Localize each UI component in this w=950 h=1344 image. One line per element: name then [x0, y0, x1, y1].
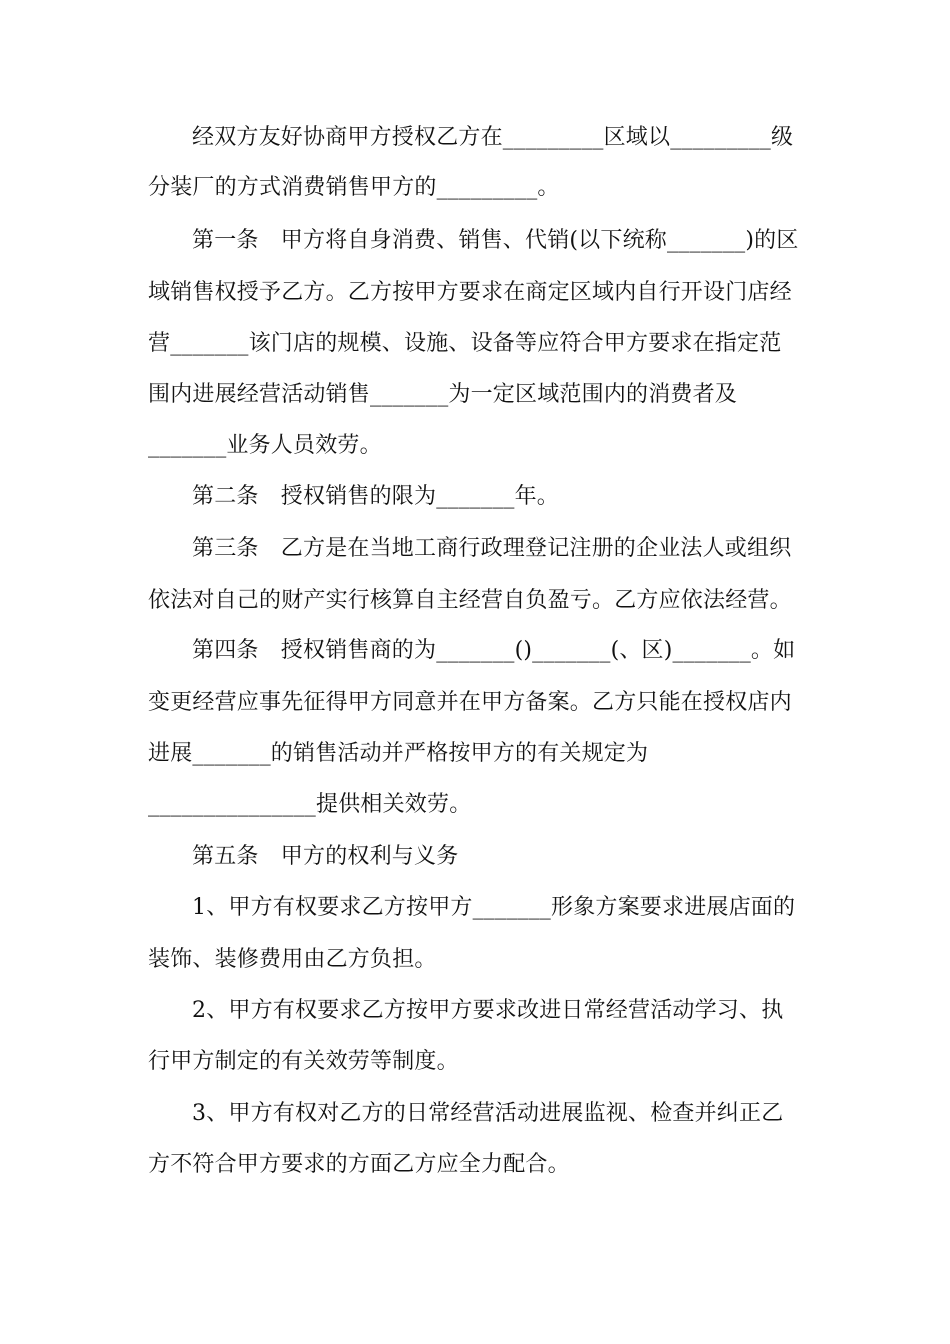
text-line: 第一条 甲方将自身消费、销售、代销(以下统称_______)的区 — [192, 228, 799, 253]
text-line: 经双方友好协商甲方授权乙方在_________区域以_________级 — [192, 125, 794, 150]
text-line: 第二条 授权销售的限为_______年。 — [192, 484, 560, 509]
text-line: 装饰、装修费用由乙方负担。 — [148, 947, 437, 972]
text-line: 2、甲方有权要求乙方按甲方要求改进日常经营活动学习、执 — [192, 998, 784, 1023]
text-line: 变更经营应事先征得甲方同意并在甲方备案。乙方只能在授权店内 — [148, 690, 792, 715]
text-line: 依法对自己的财产实行核算自主经营自负盈亏。乙方应依法经营。 — [148, 588, 792, 613]
text-line: 3、甲方有权对乙方的日常经营活动进展监视、检查并纠正乙 — [192, 1101, 784, 1126]
text-line: 方不符合甲方要求的方面乙方应全力配合。 — [148, 1152, 570, 1177]
text-line: 第五条 甲方的权利与义务 — [192, 844, 459, 869]
text-line: 营_______该门店的规模、设施、设备等应符合甲方要求在指定范 — [148, 331, 782, 356]
text-line: _______________提供相关效劳。 — [148, 792, 472, 817]
text-line: 围内进展经营活动销售_______为一定区域范围内的消费者及 — [148, 382, 738, 407]
text-line: 域销售权授予乙方。乙方按甲方要求在商定区域内自行开设门店经 — [148, 280, 792, 305]
text-line: 分装厂的方式消费销售甲方的_________。 — [148, 175, 560, 200]
text-line: 第三条 乙方是在当地工商行政理登记注册的企业法人或组织 — [192, 536, 792, 561]
text-line: _______业务人员效劳。 — [148, 433, 382, 458]
text-line: 行甲方制定的有关效劳等制度。 — [148, 1049, 459, 1074]
text-line: 第四条 授权销售商的为_______()_______(、区)_______。如 — [192, 638, 796, 663]
text-line: 进展_______的销售活动并严格按甲方的有关规定为 — [148, 741, 649, 766]
text-line: 1、甲方有权要求乙方按甲方_______形象方案要求进展店面的 — [192, 895, 796, 920]
